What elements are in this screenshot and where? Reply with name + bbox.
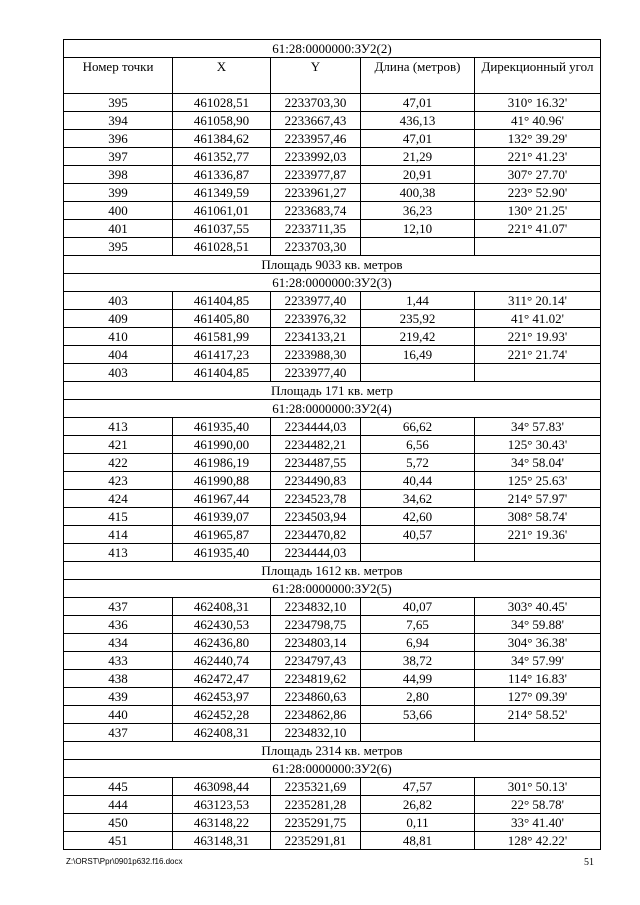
length-cell: 5,72: [361, 454, 475, 472]
point-number-cell: 401: [64, 220, 173, 238]
y-coordinate-cell: 2234487,55: [271, 454, 361, 472]
direction-angle-cell: 304° 36.38': [475, 634, 601, 652]
direction-angle-cell: 130° 21.25': [475, 202, 601, 220]
direction-angle-cell: 214° 57.97': [475, 490, 601, 508]
y-coordinate-cell: 2234490,83: [271, 472, 361, 490]
point-number-cell: 398: [64, 166, 173, 184]
y-coordinate-cell: 2234832,10: [271, 724, 361, 742]
y-coordinate-cell: 2234503,94: [271, 508, 361, 526]
length-cell: 6,56: [361, 436, 475, 454]
section-row: [64, 760, 601, 778]
table-row: [64, 814, 601, 832]
x-coordinate-cell: 461990,88: [173, 472, 271, 490]
section-row: [64, 742, 601, 760]
x-coordinate-cell: 462452,28: [173, 706, 271, 724]
length-cell: [361, 544, 475, 562]
direction-angle-cell: 41° 41.02': [475, 310, 601, 328]
column-header: Y: [271, 58, 361, 94]
point-number-cell: 424: [64, 490, 173, 508]
section-title: 61:28:0000000:ЗУ2(6): [64, 760, 601, 778]
table-row: [64, 238, 601, 256]
point-number-cell: 439: [64, 688, 173, 706]
point-number-cell: 440: [64, 706, 173, 724]
length-cell: 40,57: [361, 526, 475, 544]
column-header: Длина (метров): [361, 58, 475, 94]
length-cell: 400,38: [361, 184, 475, 202]
length-cell: 40,44: [361, 472, 475, 490]
y-coordinate-cell: 2233703,30: [271, 94, 361, 112]
table-row: [64, 220, 601, 238]
length-cell: 235,92: [361, 310, 475, 328]
direction-angle-cell: 308° 58.74': [475, 508, 601, 526]
section-title: 61:28:0000000:ЗУ2(5): [64, 580, 601, 598]
y-coordinate-cell: 2234860,63: [271, 688, 361, 706]
section-title: Площадь 2314 кв. метров: [64, 742, 601, 760]
section-row: [64, 562, 601, 580]
x-coordinate-cell: 462408,31: [173, 724, 271, 742]
y-coordinate-cell: 2233667,43: [271, 112, 361, 130]
x-coordinate-cell: 461336,87: [173, 166, 271, 184]
point-number-cell: 396: [64, 130, 173, 148]
length-cell: 53,66: [361, 706, 475, 724]
table-row: [64, 184, 601, 202]
direction-angle-cell: 221° 21.74': [475, 346, 601, 364]
footer-file-path: Z:\ORST\Ppr\0901p632.f16.docx: [66, 857, 183, 866]
direction-angle-cell: 127° 09.39': [475, 688, 601, 706]
point-number-cell: 422: [64, 454, 173, 472]
y-coordinate-cell: 2234133,21: [271, 328, 361, 346]
direction-angle-cell: 22° 58.78': [475, 796, 601, 814]
point-number-cell: 450: [64, 814, 173, 832]
length-cell: 2,80: [361, 688, 475, 706]
length-cell: 219,42: [361, 328, 475, 346]
direction-angle-cell: 34° 59.88': [475, 616, 601, 634]
y-coordinate-cell: 2233703,30: [271, 238, 361, 256]
x-coordinate-cell: 461939,07: [173, 508, 271, 526]
table-row: [64, 130, 601, 148]
x-coordinate-cell: 461352,77: [173, 148, 271, 166]
point-number-cell: 404: [64, 346, 173, 364]
length-cell: 20,91: [361, 166, 475, 184]
point-number-cell: 403: [64, 292, 173, 310]
y-coordinate-cell: 2234798,75: [271, 616, 361, 634]
table-row: [64, 778, 601, 796]
table-row: [64, 328, 601, 346]
section-row: [64, 274, 601, 292]
direction-angle-cell: 214° 58.52': [475, 706, 601, 724]
y-coordinate-cell: 2234470,82: [271, 526, 361, 544]
length-cell: [361, 364, 475, 382]
y-coordinate-cell: 2233957,46: [271, 130, 361, 148]
column-header: Номер точки: [64, 58, 173, 94]
y-coordinate-cell: 2235281,28: [271, 796, 361, 814]
y-coordinate-cell: 2235321,69: [271, 778, 361, 796]
table-row: [64, 616, 601, 634]
column-header: Дирекционный угол: [475, 58, 601, 94]
point-number-cell: 413: [64, 418, 173, 436]
x-coordinate-cell: 461037,55: [173, 220, 271, 238]
length-cell: [361, 724, 475, 742]
direction-angle-cell: 303° 40.45': [475, 598, 601, 616]
direction-angle-cell: 34° 57.99': [475, 652, 601, 670]
direction-angle-cell: [475, 238, 601, 256]
direction-angle-cell: 221° 19.36': [475, 526, 601, 544]
length-cell: 0,11: [361, 814, 475, 832]
point-number-cell: 409: [64, 310, 173, 328]
y-coordinate-cell: 2233988,30: [271, 346, 361, 364]
length-cell: 47,57: [361, 778, 475, 796]
point-number-cell: 437: [64, 598, 173, 616]
table-row: [64, 418, 601, 436]
x-coordinate-cell: 463098,44: [173, 778, 271, 796]
y-coordinate-cell: 2234444,03: [271, 418, 361, 436]
table-row: [64, 598, 601, 616]
table-row: [64, 634, 601, 652]
x-coordinate-cell: 462472,47: [173, 670, 271, 688]
direction-angle-cell: 34° 58.04': [475, 454, 601, 472]
table-row: [64, 832, 601, 850]
point-number-cell: 437: [64, 724, 173, 742]
y-coordinate-cell: 2234862,86: [271, 706, 361, 724]
table-row: [64, 688, 601, 706]
x-coordinate-cell: 461349,59: [173, 184, 271, 202]
table-row: [64, 652, 601, 670]
x-coordinate-cell: 463123,53: [173, 796, 271, 814]
y-coordinate-cell: 2234523,78: [271, 490, 361, 508]
length-cell: 42,60: [361, 508, 475, 526]
x-coordinate-cell: 461058,90: [173, 112, 271, 130]
direction-angle-cell: 132° 39.29': [475, 130, 601, 148]
length-cell: 47,01: [361, 130, 475, 148]
section-row: [64, 400, 601, 418]
length-cell: 1,44: [361, 292, 475, 310]
x-coordinate-cell: 461967,44: [173, 490, 271, 508]
direction-angle-cell: 128° 42.22': [475, 832, 601, 850]
length-cell: 48,81: [361, 832, 475, 850]
length-cell: 66,62: [361, 418, 475, 436]
table-row: [64, 472, 601, 490]
length-cell: 6,94: [361, 634, 475, 652]
x-coordinate-cell: 462430,53: [173, 616, 271, 634]
x-coordinate-cell: 463148,31: [173, 832, 271, 850]
section-row: [64, 580, 601, 598]
table-row: [64, 670, 601, 688]
direction-angle-cell: 33° 41.40': [475, 814, 601, 832]
x-coordinate-cell: 462436,80: [173, 634, 271, 652]
point-number-cell: 395: [64, 238, 173, 256]
direction-angle-cell: 221° 41.23': [475, 148, 601, 166]
point-number-cell: 410: [64, 328, 173, 346]
length-cell: 21,29: [361, 148, 475, 166]
point-number-cell: 436: [64, 616, 173, 634]
section-row: [64, 256, 601, 274]
x-coordinate-cell: 461986,19: [173, 454, 271, 472]
table-row: [64, 310, 601, 328]
point-number-cell: 397: [64, 148, 173, 166]
table-row: [64, 202, 601, 220]
direction-angle-cell: [475, 724, 601, 742]
point-number-cell: 451: [64, 832, 173, 850]
x-coordinate-cell: 461581,99: [173, 328, 271, 346]
length-cell: 16,49: [361, 346, 475, 364]
x-coordinate-cell: 461404,85: [173, 364, 271, 382]
x-coordinate-cell: 461417,23: [173, 346, 271, 364]
y-coordinate-cell: 2235291,81: [271, 832, 361, 850]
point-number-cell: 445: [64, 778, 173, 796]
table-row: [64, 526, 601, 544]
y-coordinate-cell: 2234444,03: [271, 544, 361, 562]
table-row: [64, 508, 601, 526]
table-row: [64, 94, 601, 112]
y-coordinate-cell: 2234832,10: [271, 598, 361, 616]
point-number-cell: 403: [64, 364, 173, 382]
section-title: 61:28:0000000:ЗУ2(3): [64, 274, 601, 292]
point-number-cell: 413: [64, 544, 173, 562]
direction-angle-cell: 114° 16.83': [475, 670, 601, 688]
coordinates-table: [63, 39, 601, 850]
direction-angle-cell: 125° 25.63': [475, 472, 601, 490]
section-title: 61:28:0000000:ЗУ2(2): [64, 40, 601, 58]
x-coordinate-cell: 462453,97: [173, 688, 271, 706]
table-row: [64, 292, 601, 310]
table-row: [64, 490, 601, 508]
point-number-cell: 434: [64, 634, 173, 652]
x-coordinate-cell: 461404,85: [173, 292, 271, 310]
x-coordinate-cell: 461061,01: [173, 202, 271, 220]
point-number-cell: 438: [64, 670, 173, 688]
point-number-cell: 423: [64, 472, 173, 490]
table-row: [64, 544, 601, 562]
direction-angle-cell: 307° 27.70': [475, 166, 601, 184]
table-row: [64, 796, 601, 814]
y-coordinate-cell: 2234819,62: [271, 670, 361, 688]
section-title: Площадь 1612 кв. метров: [64, 562, 601, 580]
table-row: [64, 148, 601, 166]
x-coordinate-cell: 461935,40: [173, 418, 271, 436]
coordinates-table-body: [64, 40, 601, 850]
length-cell: 36,23: [361, 202, 475, 220]
length-cell: 47,01: [361, 94, 475, 112]
y-coordinate-cell: 2233977,40: [271, 292, 361, 310]
direction-angle-cell: 41° 40.96': [475, 112, 601, 130]
point-number-cell: 394: [64, 112, 173, 130]
x-coordinate-cell: 462408,31: [173, 598, 271, 616]
direction-angle-cell: 221° 41.07': [475, 220, 601, 238]
table-row: [64, 364, 601, 382]
direction-angle-cell: 125° 30.43': [475, 436, 601, 454]
y-coordinate-cell: 2233977,40: [271, 364, 361, 382]
x-coordinate-cell: 461384,62: [173, 130, 271, 148]
section-row: [64, 382, 601, 400]
x-coordinate-cell: 461028,51: [173, 94, 271, 112]
x-coordinate-cell: 463148,22: [173, 814, 271, 832]
direction-angle-cell: 311° 20.14': [475, 292, 601, 310]
point-number-cell: 399: [64, 184, 173, 202]
table-row: [64, 724, 601, 742]
length-cell: 34,62: [361, 490, 475, 508]
direction-angle-cell: 310° 16.32': [475, 94, 601, 112]
table-row: [64, 112, 601, 130]
x-coordinate-cell: 461405,80: [173, 310, 271, 328]
length-cell: 44,99: [361, 670, 475, 688]
direction-angle-cell: 223° 52.90': [475, 184, 601, 202]
direction-angle-cell: [475, 364, 601, 382]
table-row: [64, 166, 601, 184]
y-coordinate-cell: 2233977,87: [271, 166, 361, 184]
section-title: 61:28:0000000:ЗУ2(4): [64, 400, 601, 418]
x-coordinate-cell: 461965,87: [173, 526, 271, 544]
table-header-row: [64, 58, 601, 94]
direction-angle-cell: 34° 57.83': [475, 418, 601, 436]
page-number: 51: [584, 857, 594, 868]
direction-angle-cell: [475, 544, 601, 562]
section-title: Площадь 171 кв. метр: [64, 382, 601, 400]
point-number-cell: 415: [64, 508, 173, 526]
y-coordinate-cell: 2234803,14: [271, 634, 361, 652]
table-row: [64, 436, 601, 454]
section-row: [64, 40, 601, 58]
y-coordinate-cell: 2235291,75: [271, 814, 361, 832]
length-cell: 38,72: [361, 652, 475, 670]
point-number-cell: 395: [64, 94, 173, 112]
column-header: X: [173, 58, 271, 94]
y-coordinate-cell: 2233976,32: [271, 310, 361, 328]
x-coordinate-cell: 461935,40: [173, 544, 271, 562]
x-coordinate-cell: 461990,00: [173, 436, 271, 454]
point-number-cell: 433: [64, 652, 173, 670]
table-row: [64, 454, 601, 472]
table-row: [64, 346, 601, 364]
section-title: Площадь 9033 кв. метров: [64, 256, 601, 274]
x-coordinate-cell: 461028,51: [173, 238, 271, 256]
length-cell: [361, 238, 475, 256]
length-cell: 436,13: [361, 112, 475, 130]
y-coordinate-cell: 2233992,03: [271, 148, 361, 166]
point-number-cell: 414: [64, 526, 173, 544]
length-cell: 12,10: [361, 220, 475, 238]
table-row: [64, 706, 601, 724]
length-cell: 7,65: [361, 616, 475, 634]
direction-angle-cell: 301° 50.13': [475, 778, 601, 796]
point-number-cell: 421: [64, 436, 173, 454]
y-coordinate-cell: 2233711,35: [271, 220, 361, 238]
y-coordinate-cell: 2233683,74: [271, 202, 361, 220]
length-cell: 40,07: [361, 598, 475, 616]
y-coordinate-cell: 2234482,21: [271, 436, 361, 454]
y-coordinate-cell: 2233961,27: [271, 184, 361, 202]
direction-angle-cell: 221° 19.93': [475, 328, 601, 346]
point-number-cell: 400: [64, 202, 173, 220]
length-cell: 26,82: [361, 796, 475, 814]
point-number-cell: 444: [64, 796, 173, 814]
x-coordinate-cell: 462440,74: [173, 652, 271, 670]
y-coordinate-cell: 2234797,43: [271, 652, 361, 670]
